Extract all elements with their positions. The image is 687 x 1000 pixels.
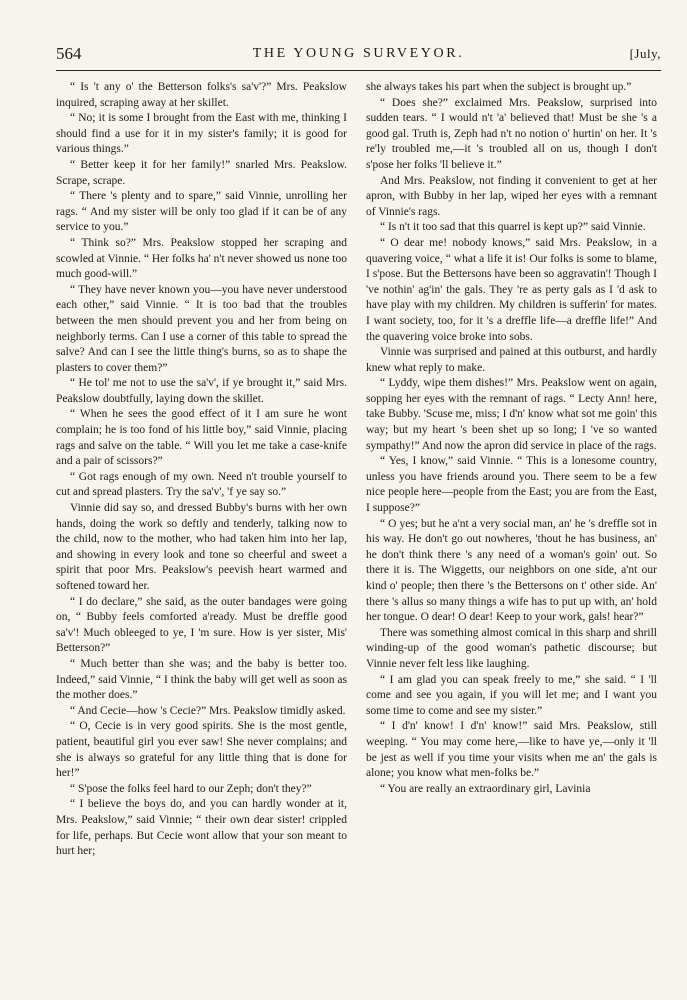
paragraph: “ O dear me! nobody knows,” said Mrs. Peakslow, in a quavering voice, “ what a life it is! Our folks is some to blame, I s'pose. But the Bettersons have been so aggravatin'! Though I 've nothin' ag'in' the gals. They 're as perty gals as I 'd ask to have play with my children. My children is sufferin' for mates. I want society, too, for it 's a dreffle life—a dreffle life!” And the quavering voice broke into sobs. bbox=[366, 236, 657, 343]
paragraph: “ Lyddy, wipe them dishes!” Mrs. Peakslow went on again, sopping her eyes with the remnant of rags. “ Lecty Ann! here, take Bubby. 'Scuse me, miss; I d'n' know what sot me goin' this way; but my heart 's been shet up so long; I 've so wanted sympathy!” And now the apron did service in place of the rags. bbox=[366, 377, 657, 452]
paragraph: “ I believe the boys do, and you can hardly wonder at it, Mrs. Peakslow,” said Vinnie; “ their own dear sister! crippled for life, perhaps. But Cecie wont allow that your son meant to hurt her; bbox=[56, 798, 347, 858]
paragraph: “ Yes, I know,” said Vinnie. “ This is a lonesome country, unless you have friends around you. There seem to be a few nice people here—people from the East; you are from the East, I suppose?” bbox=[366, 455, 657, 515]
right-column bbox=[366, 80, 657, 797]
paragraph: And Mrs. Peakslow, not finding it convenient to get at her apron, with Bubby in her lap, wiped her eyes with a remnant of Vinnie's rags. bbox=[366, 174, 657, 218]
paragraph: “ Got rags enough of my own. Need n't trouble yourself to cut and spread plasters. Try the sa'v', 'f ye say so.” bbox=[56, 470, 347, 499]
paragraph: “ And Cecie—how 's Cecie?” Mrs. Peakslow timidly asked. bbox=[70, 704, 346, 717]
paragraph: There was something almost comical in this sharp and shrill winding-up of the good woman's pathetic discourse; but Vinnie never felt less like laughing. bbox=[366, 626, 657, 670]
paragraph: Vinnie was surprised and pained at this outburst, and hardly knew what reply to make. bbox=[366, 346, 657, 374]
paragraph: “ I d'n' know! I d'n' know!” said Mrs. Peakslow, still weeping. “ You may come here,—like to have ye,—only it 'll be jest as well if you time your visits when me an' the gals is alone; you know what men-folks be.” bbox=[366, 720, 657, 780]
paragraph: “ I am glad you can speak freely to me,” she said. “ I 'll come and see you again, if you will let me; and I want you some time to come and see my sister.” bbox=[366, 673, 657, 717]
paragraph: “ You are really an extraordinary girl, Lavinia bbox=[380, 782, 591, 795]
paragraph: “ There 's plenty and to spare,” said Vinnie, unrolling her rags. “ And my sister will be only too glad if it can be of any service to you.” bbox=[56, 190, 347, 234]
paragraph: “ Think so?” Mrs. Peakslow stopped her scraping and scowled at Vinnie. “ Her folks ha' n't never showed us none too much good-will.” bbox=[56, 236, 347, 281]
paragraph: she always takes his part when the subject is brought up.” bbox=[366, 81, 632, 93]
issue-label: [July, bbox=[629, 46, 661, 61]
paragraph: Vinnie did say so, and dressed Bubby's burns with her own hands, doing the work so deftly and tenderly, talking now to the child, now to the mother, who had taken him into her lap, and showing in every look and tone so cheerful and sweet a spirit that poor Mrs. Peakslow's peevish heart warmed and softened toward her. bbox=[56, 502, 347, 592]
running-header bbox=[56, 44, 661, 71]
left-column bbox=[56, 80, 347, 860]
paragraph: “ They have never known you—you have never understood each other,” said Vinnie. “ It is too bad that the troubles between the men should prevent you and her from being on neighborly terms. Can I use a corner of this table to spread the salve? And can I see the little thing's burns, so as to shape the plasters to cover them?” bbox=[56, 283, 347, 374]
paragraph: “ I do declare,” she said, as the outer bandages were going on, “ Bubby feels comforted a'ready. Must be dreffle good sa'v'! Much obleeged to ye, I 'm sure. How is yer sister, Mis' Betterson?” bbox=[56, 595, 347, 655]
paragraph: “ Much better than she was; and the baby is better too. Indeed,” said Vinnie, “ I think the baby will get well as soon as the mother does.” bbox=[56, 657, 347, 702]
paragraph: “ Better keep it for her family!” snarled Mrs. Peakslow. Scrape, scrape. bbox=[56, 158, 347, 187]
paragraph: “ When he sees the good effect of it I am sure he wont complain; he is too fond of his little boy,” said Vinnie, placing rags and salve on the table. “ Will you let me take a case-knife and a pair of scissors?” bbox=[56, 408, 347, 468]
paragraph: “ Is 't any o' the Betterson folks's sa'v'?” Mrs. Peakslow inquired, scraping away at her skillet. bbox=[56, 81, 347, 109]
paragraph: “ Is n't it too sad that this quarrel is kept up?” said Vinnie. bbox=[380, 221, 646, 234]
paragraph: “ No; it is some I brought from the East with me, thinking I should find a use for it in my sister's family; it is good for various things.” bbox=[56, 112, 347, 156]
paragraph: “ O yes; but he a'nt a very social man, an' he 's dreffle sot in his way. He don't go out nowheres, 'thout he has business, an' he don't think there 's any need of a woman's goin' out. So there it is. The Wiggetts, our neighbors on one side, a'nt our kind o' people; then there 's the Bettersons on t' other side. An' there 's allus so many things a wife has to put up with, an' hold her tongue. O dear! O dear! Keep to your work, gals! hear?” bbox=[366, 517, 657, 624]
running-title: THE YOUNG SURVEYOR. bbox=[252, 46, 465, 61]
page-number: 564 bbox=[56, 44, 82, 63]
paragraph: “ Does she?” exclaimed Mrs. Peakslow, surprised into sudden tears. “ I would n't 'a' believed that! Must be she 's a good gal. Truth is, Zeph had n't no notion o' hurtin' on her. It 's re'ly troubled me,—it 's troubled all on us, though I don't s'pose her folks 'll believe it.” bbox=[366, 96, 657, 171]
paragraph: “ He tol' me not to use the sa'v', if ye brought it,” said Mrs. Peakslow doubtfully, laying down the skillet. bbox=[56, 377, 347, 405]
paragraph: “ S'pose the folks feel hard to our Zeph; don't they?” bbox=[70, 782, 312, 795]
paragraph: “ O, Cecie is in very good spirits. She is the most gentle, patient, beautiful girl you ever saw! She never complains; and she is always so grateful for any little thing that is done for her!” bbox=[56, 720, 347, 780]
